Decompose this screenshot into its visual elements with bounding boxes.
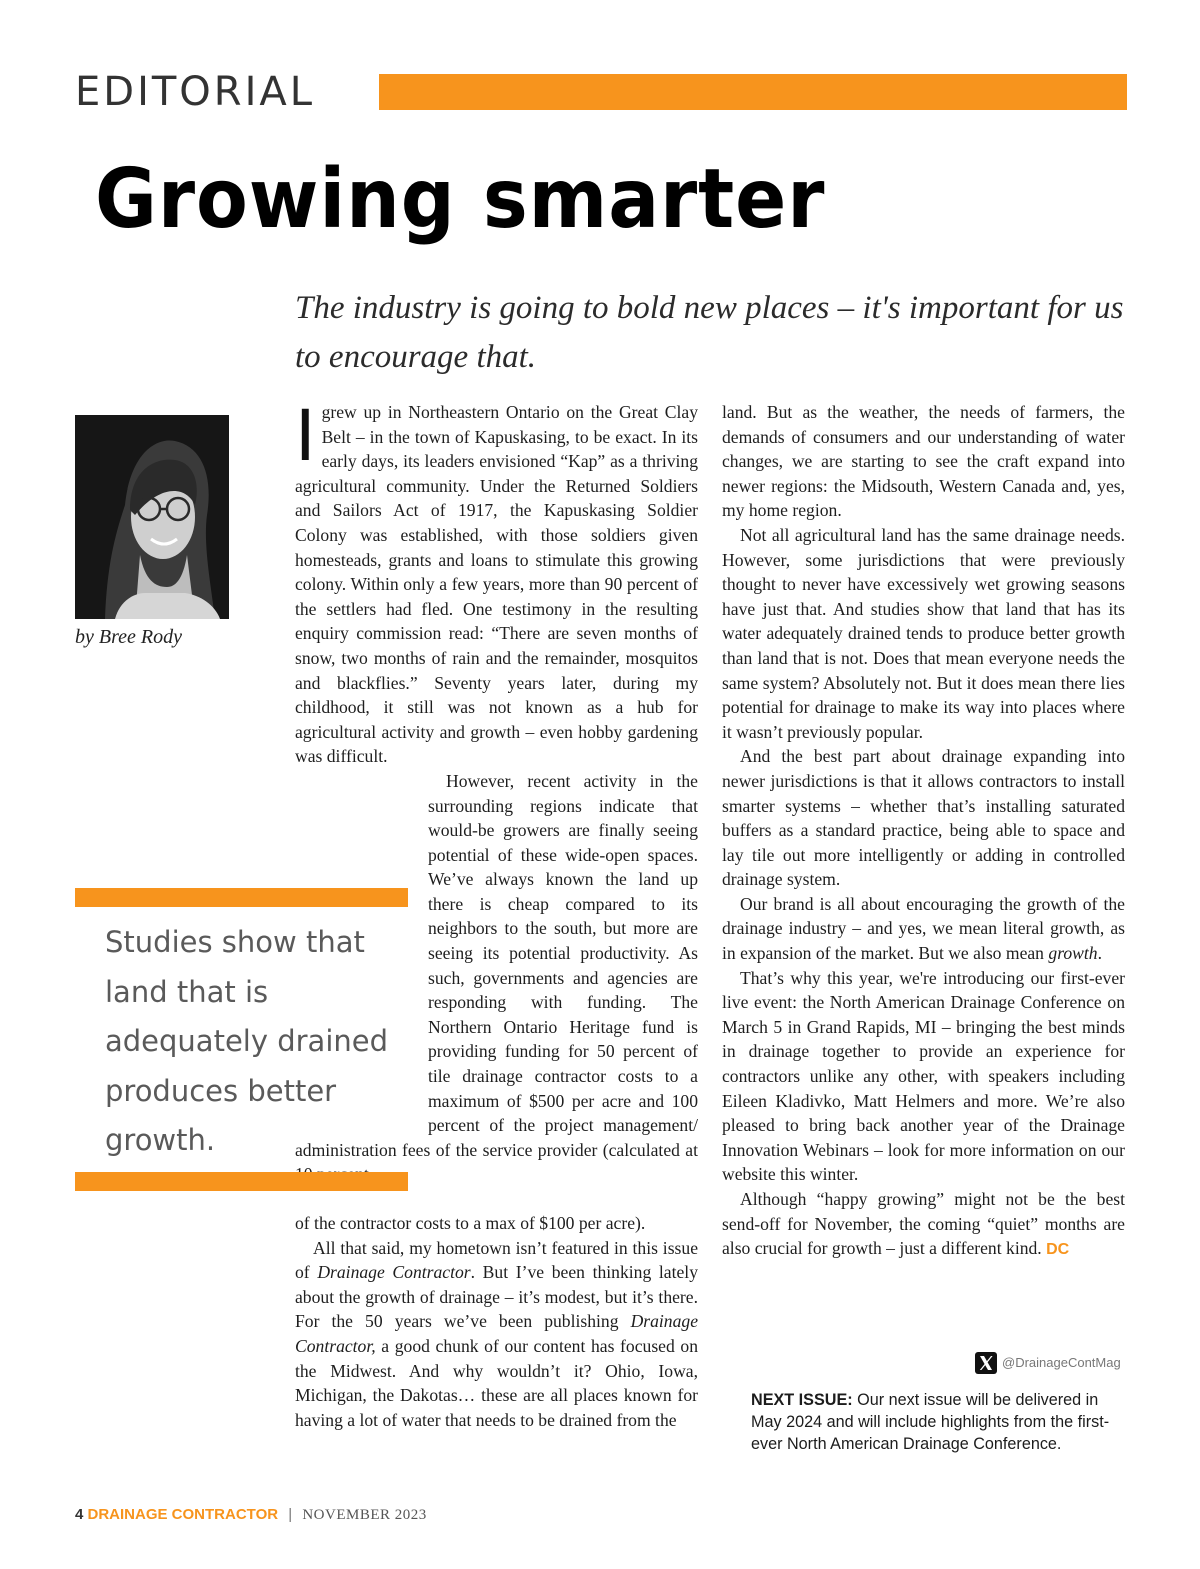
issue-date: NOVEMBER 2023 (302, 1507, 427, 1523)
next-issue-note (751, 1389, 1131, 1455)
magazine-name: DRAINAGE CONTRACTOR (87, 1506, 279, 1523)
author-photo (75, 415, 229, 619)
page-number: 4 (75, 1506, 84, 1523)
page-footer (75, 1504, 427, 1526)
body-paragraph: And the best part about drainage expanding into newer jurisdictions is that it allows contractors to install smarter systems – whether that’s installing saturated buffers as a standard practice, being able to space and lay tile out more intelligently or adding in controlled drainage system. (722, 746, 1125, 890)
body-paragraph: land. But as the weather, the needs of farmers, the demands of consumers and our understanding of water changes, we are starting to see the craft expand into newer regions: the Midsouth, Western Canada and, yes, my home region. (722, 402, 1125, 521)
body-paragraph: Igrew up in Northeastern Ontario on the Great Clay Belt – in the town of Kapuskasing, to be exact. In its early days, its leaders envisioned “Kap” as a thriving agricultural community. Under the Returned Soldiers and Sailors Act of 1917, the Kapuskasing Soldier Colony was established, with those soldiers given homesteads, grants and loans to stimulate this growing colony. Within only a few years, more than 90 percent of the settlers had fled. One testimony in the resulting enquiry commission read: “There are seven months of snow, two months of rain and the remainder, mosquitos and blackflies.” Seventy years later, during my childhood, it still was not known as a hub for agricultural activity and growth – even hobby gardening was difficult. (295, 393, 698, 767)
pull-quote-bottom-bar (75, 1172, 408, 1191)
dek-subtitle: The industry is going to bold new places – it's important for us to encourage that. (295, 290, 1124, 375)
byline: by Bree Rody (75, 626, 182, 648)
drop-cap: I (295, 393, 316, 476)
body-paragraph: All that said, my hometown isn’t featured in this issue of Drainage Contractor. But I’ve been thinking lately about the growth of drainage – it’s modest, but it’s there. For the 50 years we’ve been publishing Drainage Contractor, a good chunk of our content has focused on the Midwest. And why wouldn’t it? Ohio, Iowa, Michigan, the Dakotas… these are all places known for having a lot of water that needs to be drained from the (295, 1237, 698, 1430)
section-accent-bar (379, 74, 1127, 110)
section-label: EDITORIAL (75, 69, 316, 115)
pull-quote (75, 888, 408, 1192)
body-paragraph: That’s why this year, we're introducing our first-ever live event: the North American Drainage Conference on March 5 in Grand Rapids, MI – bringing the best minds in drainage together to provide an experience for contractors unlike any other, with speakers including Eileen Kladivko, Matt Helmers and more. We’re also pleased to bring back another year of the Drainage Innovation Webinars – look for more information on our website this winter. (722, 967, 1125, 1185)
pull-quote-top-bar (75, 888, 408, 907)
end-mark-dc: DC (1046, 1241, 1070, 1259)
body-paragraph: Although “happy growing” might not be the best send-off for November, the coming “quiet” months are also crucial for growth – just a different kind. DC (722, 1189, 1125, 1259)
portrait-photo-icon (75, 415, 229, 619)
section-header (75, 70, 1127, 114)
social-handle-text: @DrainageContMag (1002, 1355, 1121, 1370)
footer-separator: | (288, 1506, 293, 1523)
body-paragraph: Our brand is all about encouraging the growth of the drainage industry – and yes, we mean literal growth, as in expansion of the market. But we also mean growth. (722, 893, 1125, 964)
body-paragraph: Not all agricultural land has the same drainage needs. However, some jurisdictions that were previously thought to never have excessively wet growing seasons have just that. And studies show that land that has its water adequately drained tends to produce better growth than land that is not. Does that mean everyone needs the same system? Absolutely not. But it does mean there lies potential for drainage to make its way into places where it wasn’t previously popular. (722, 524, 1125, 742)
next-issue-text: Our next issue will be delivered in May 2024 and will include highlights from the first-ever North American Drainage Conference. (751, 1391, 1110, 1453)
headline: Growing smarter (95, 152, 826, 247)
body-paragraph: However, recent activity in the surrounding regions indicate that would-be growers are finally seeing potential of these wide-open spaces. We’ve always known the land up there is cheap compared to its neighbors to the south, but more are seeing its potential productivity. As such, governments and agencies are responding with funding. The Northern Ontario Heritage fund is providing funding for 50 percent of tile drainage contractor costs to a maximum of $500 per acre and 100 percent of the project management/ administration fees of the service provider (calculated at (295, 770, 698, 1160)
body-paragraph: of the contractor costs to a max of $100 per acre). (295, 1213, 646, 1233)
x-logo-icon (975, 1352, 997, 1374)
body-column-2 (722, 400, 1125, 1263)
next-issue-label: NEXT ISSUE: (751, 1391, 853, 1409)
body-column-1-continued (295, 1211, 698, 1432)
pull-quote-text: Studies show that land that is adequately drained produces better growth. (105, 925, 389, 1157)
